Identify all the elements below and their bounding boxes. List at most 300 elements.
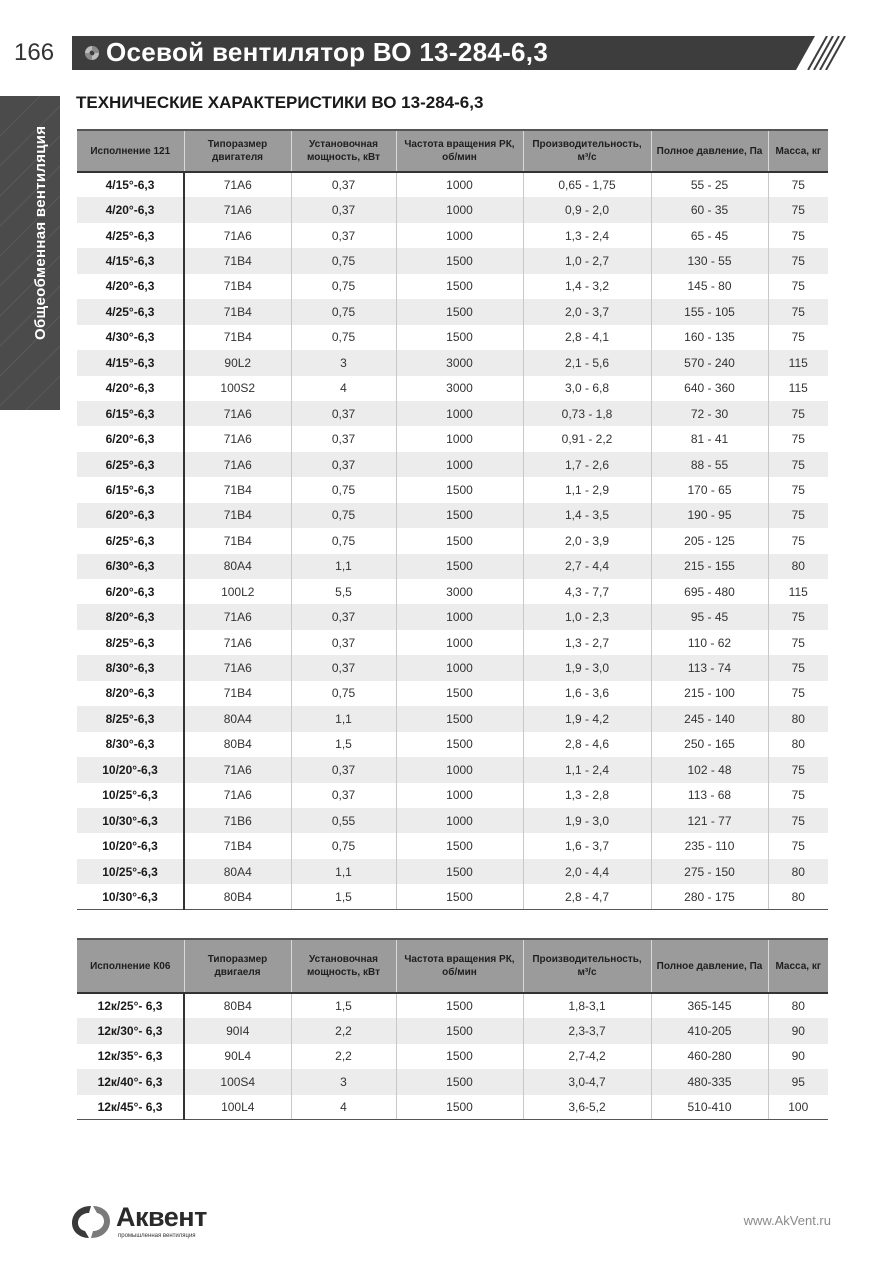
table-cell: 88 - 55	[651, 452, 768, 477]
table-cell: 1,6 - 3,7	[523, 833, 651, 858]
table-cell: 570 - 240	[651, 350, 768, 375]
table-cell: 1,5	[291, 732, 396, 757]
table-cell: 1,9 - 3,0	[523, 655, 651, 680]
table-cell: 71В4	[184, 299, 291, 324]
model-cell: 4/15°-6,3	[77, 172, 184, 197]
column-header: Производительность, м³/с	[523, 939, 651, 993]
table-cell: 460-280	[651, 1044, 768, 1069]
table-cell: 1500	[396, 859, 523, 884]
table-cell: 1,4 - 3,2	[523, 274, 651, 299]
model-cell: 10/20°-6,3	[77, 833, 184, 858]
table-cell: 71А6	[184, 223, 291, 248]
table-cell: 75	[768, 655, 828, 680]
model-cell: 10/30°-6,3	[77, 808, 184, 833]
table-cell: 75	[791, 839, 805, 854]
table-cell: 4,3 - 7,7	[523, 579, 651, 604]
table-cell: 80	[768, 706, 828, 731]
table-cell: 75	[791, 178, 805, 193]
table-row	[77, 528, 828, 553]
table-cell: 1500	[396, 1018, 523, 1043]
table-cell: 90	[768, 1018, 828, 1043]
table-cell: 0,37	[291, 172, 396, 197]
table-cell: 1500	[396, 274, 523, 299]
table-cell: 1,1 - 2,9	[523, 477, 651, 502]
table-row	[77, 172, 828, 197]
table-cell: 2,2	[291, 1044, 396, 1069]
table-cell: 1,4 - 3,5	[523, 503, 651, 528]
table-row	[77, 376, 828, 401]
table-cell: 0,73 - 1,8	[523, 401, 651, 426]
table-cell: 0,75	[291, 248, 396, 273]
table-cell: 0,75	[291, 833, 396, 858]
page-title: Осевой вентилятор ВО 13-284-6,3	[106, 37, 549, 67]
table-cell: 280 - 175	[651, 884, 768, 909]
table-cell: 100	[768, 1095, 828, 1120]
table-cell: 0,55	[291, 808, 396, 833]
table-cell: 1500	[396, 993, 523, 1018]
model-cell: 6/25°-6,3	[77, 528, 184, 553]
table-cell: 71А6	[184, 401, 291, 426]
table-cell: 1500	[396, 1069, 523, 1094]
table-cell: 1000	[396, 604, 523, 629]
page-header	[0, 36, 893, 70]
table-cell: 75	[791, 635, 805, 650]
side-tab-hatching	[0, 96, 60, 410]
table-cell: 1,5	[291, 993, 396, 1018]
model-cell: 8/30°-6,3	[77, 732, 184, 757]
table-row	[77, 732, 828, 757]
table-cell: 121 - 77	[651, 808, 768, 833]
table-row	[77, 859, 828, 884]
table-cell: 0,37	[291, 630, 396, 655]
model-cell: 4/15°-6,3	[77, 248, 184, 273]
table-cell: 80А4	[184, 859, 291, 884]
table-cell: 1500	[396, 554, 523, 579]
table-cell: 1500	[396, 732, 523, 757]
table-cell: 0,75	[291, 528, 396, 553]
table-cell: 1500	[396, 833, 523, 858]
table-cell: 75	[768, 604, 828, 629]
table-cell: 71А6	[184, 172, 291, 197]
table-cell: 1000	[396, 757, 523, 782]
column-header: Установочная мощность, кВт	[291, 130, 396, 172]
table-row	[77, 248, 828, 273]
table-cell: 0,37	[291, 401, 396, 426]
table-cell: 0,37	[291, 655, 396, 680]
table-cell: 3,0-4,7	[523, 1069, 651, 1094]
table-cell: 4	[291, 1095, 396, 1120]
logo-tagline: промышленная вентиляция	[118, 1233, 196, 1239]
table-cell: 1,5	[291, 884, 396, 909]
table-row	[77, 1095, 828, 1120]
side-section-tab	[0, 96, 60, 410]
table-cell: 71В6	[184, 808, 291, 833]
table-cell: 75	[768, 401, 828, 426]
model-cell: 8/25°-6,3	[77, 630, 184, 655]
table-cell: 75	[768, 503, 828, 528]
table-cell: 71А6	[184, 783, 291, 808]
table-cell: 75	[791, 533, 805, 548]
table-cell: 640 - 360	[651, 376, 768, 401]
table-cell: 1000	[396, 426, 523, 451]
table-cell: 155 - 105	[651, 299, 768, 324]
logo-swirl-icon	[70, 1204, 112, 1245]
specs-table-k06	[77, 938, 828, 1120]
table-cell: 71В4	[184, 503, 291, 528]
model-cell: 6/15°-6,3	[77, 401, 184, 426]
table-row	[77, 681, 828, 706]
table-cell: 2,8 - 4,6	[523, 732, 651, 757]
table-row	[77, 299, 828, 324]
model-cell: 10/25°-6,3	[77, 859, 184, 884]
table-cell: 1000	[396, 783, 523, 808]
table-cell: 1500	[396, 299, 523, 324]
table-cell: 1500	[396, 325, 523, 350]
table-cell: 1,7 - 2,6	[523, 452, 651, 477]
table-cell: 1,0 - 2,7	[523, 248, 651, 273]
table-row	[77, 426, 828, 451]
section-title: ТЕХНИЧЕСКИЕ ХАРАКТЕРИСТИКИ ВО 13-284-6,3	[76, 93, 484, 112]
table-row	[77, 655, 828, 680]
table-cell: 71В4	[184, 274, 291, 299]
column-header: Масса, кг	[768, 939, 828, 993]
column-header: Полное давление, Па	[651, 939, 768, 993]
table-cell: 0,37	[291, 452, 396, 477]
table-cell: 55 - 25	[651, 172, 768, 197]
table-cell: 0,75	[291, 299, 396, 324]
table-cell: 365-145	[651, 993, 768, 1018]
table-cell: 81 - 41	[651, 426, 768, 451]
model-cell: 4/25°-6,3	[77, 299, 184, 324]
table-cell: 80А4	[184, 706, 291, 731]
model-cell: 4/15°-6,3	[77, 350, 184, 375]
table-cell: 2,0 - 4,4	[523, 859, 651, 884]
model-cell: 12к/25°- 6,3	[77, 993, 184, 1018]
model-cell: 4/20°-6,3	[77, 197, 184, 222]
table-cell: 2,0 - 3,7	[523, 299, 651, 324]
table-cell: 130 - 55	[651, 248, 768, 273]
table-cell: 95	[768, 1069, 828, 1094]
table-row	[77, 604, 828, 629]
model-cell: 4/30°-6,3	[77, 325, 184, 350]
table-cell: 75	[791, 686, 805, 701]
table-cell: 75	[791, 228, 805, 243]
table-cell: 100S4	[184, 1069, 291, 1094]
table-cell: 1,9 - 4,2	[523, 706, 651, 731]
table-cell: 0,65 - 1,75	[523, 172, 651, 197]
table-cell: 80А4	[184, 554, 291, 579]
table-cell: 410-205	[651, 1018, 768, 1043]
table-cell: 0,9 - 2,0	[523, 197, 651, 222]
table-cell: 510-410	[651, 1095, 768, 1120]
table-cell: 245 - 140	[651, 706, 768, 731]
table-cell: 80В4	[184, 884, 291, 909]
table-cell: 2,2	[291, 1018, 396, 1043]
table-cell: 71В4	[184, 681, 291, 706]
table-cell: 75	[768, 197, 828, 222]
table-cell: 90L2	[184, 350, 291, 375]
table-cell: 75	[768, 248, 828, 273]
table-cell: 71А6	[184, 757, 291, 782]
table-cell: 5,5	[291, 579, 396, 604]
specs-table-121	[77, 129, 828, 910]
column-header: Типоразмер двигателя	[184, 130, 291, 172]
model-cell: 4/20°-6,3	[77, 376, 184, 401]
table-cell: 80В4	[184, 993, 291, 1018]
table-cell: 4	[291, 376, 396, 401]
table-cell: 100S2	[184, 376, 291, 401]
table-row	[77, 1069, 828, 1094]
model-cell: 4/25°-6,3	[77, 223, 184, 248]
table-cell: 80	[791, 737, 805, 752]
table-cell: 80	[768, 884, 828, 909]
model-cell: 8/25°-6,3	[77, 706, 184, 731]
table-cell: 115	[788, 584, 808, 599]
table-cell: 2,3-3,7	[523, 1018, 651, 1043]
table-cell: 115	[768, 350, 828, 375]
table-row	[77, 1044, 828, 1069]
table-cell: 80В4	[184, 732, 291, 757]
table-cell: 75	[791, 330, 805, 345]
table-cell: 80	[791, 999, 805, 1014]
table-row	[77, 630, 828, 655]
table-cell: 72 - 30	[651, 401, 768, 426]
model-cell: 6/20°-6,3	[77, 426, 184, 451]
column-header: Установочная мощность, кВт	[291, 939, 396, 993]
table-row	[77, 579, 828, 604]
model-cell: 8/20°-6,3	[77, 604, 184, 629]
table-cell: 90I4	[184, 1018, 291, 1043]
table-cell: 215 - 100	[651, 681, 768, 706]
table-row	[77, 325, 828, 350]
table-row	[77, 783, 828, 808]
table-cell: 170 - 65	[651, 477, 768, 502]
table-cell: 480-335	[651, 1069, 768, 1094]
table-cell: 1500	[396, 503, 523, 528]
table-cell: 1500	[396, 1095, 523, 1120]
table-cell: 71А6	[184, 655, 291, 680]
table-row	[77, 503, 828, 528]
table-cell: 1,3 - 2,8	[523, 783, 651, 808]
table-cell: 1000	[396, 172, 523, 197]
table-cell: 1500	[396, 477, 523, 502]
table-cell: 71В4	[184, 248, 291, 273]
table-cell: 0,75	[291, 325, 396, 350]
model-cell: 6/20°-6,3	[77, 503, 184, 528]
table-cell: 0,75	[291, 503, 396, 528]
column-header: Исполнение К06	[77, 939, 184, 993]
table-cell: 115	[788, 381, 808, 396]
table-row	[77, 477, 828, 502]
table-cell: 2,1 - 5,6	[523, 350, 651, 375]
table-cell: 1,1	[291, 859, 396, 884]
table-cell: 1000	[396, 197, 523, 222]
table-cell: 0,75	[291, 274, 396, 299]
table-cell: 71В4	[184, 833, 291, 858]
model-cell: 6/20°-6,3	[77, 579, 184, 604]
table-cell: 102 - 48	[651, 757, 768, 782]
table-cell: 71В4	[184, 477, 291, 502]
table-cell: 71А6	[184, 426, 291, 451]
table-cell: 1,1	[291, 706, 396, 731]
table-row	[77, 884, 828, 909]
table-cell: 205 - 125	[651, 528, 768, 553]
table-cell: 65 - 45	[651, 223, 768, 248]
table-row	[77, 993, 828, 1018]
page-number: 166	[14, 39, 55, 66]
table-cell: 0,37	[291, 426, 396, 451]
table-cell: 275 - 150	[651, 859, 768, 884]
table-cell: 1,3 - 2,7	[523, 630, 651, 655]
table-cell: 71А6	[184, 630, 291, 655]
model-cell: 8/30°-6,3	[77, 655, 184, 680]
table-cell: 1,8-3,1	[523, 993, 651, 1018]
table-cell: 1000	[396, 808, 523, 833]
table-cell: 0,75	[291, 477, 396, 502]
table-cell: 1500	[396, 681, 523, 706]
model-cell: 4/20°-6,3	[77, 274, 184, 299]
table-row	[77, 833, 828, 858]
table-cell: 75	[768, 808, 828, 833]
table-cell: 113 - 74	[651, 655, 768, 680]
table-cell: 75	[791, 432, 805, 447]
table-cell: 0,37	[291, 783, 396, 808]
table-cell: 71А6	[184, 197, 291, 222]
table-cell: 0,75	[291, 681, 396, 706]
table-cell: 1,0 - 2,3	[523, 604, 651, 629]
website-link[interactable]: www.AkVent.ru	[743, 1213, 831, 1228]
table-cell: 1500	[396, 248, 523, 273]
table-cell: 2,8 - 4,7	[523, 884, 651, 909]
table-cell: 1500	[396, 884, 523, 909]
table-cell: 1,6 - 3,6	[523, 681, 651, 706]
table-cell: 1000	[396, 223, 523, 248]
table-cell: 75	[791, 482, 805, 497]
table-row	[77, 197, 828, 222]
table-cell: 1500	[396, 528, 523, 553]
table-cell: 0,37	[291, 757, 396, 782]
table-cell: 3000	[396, 350, 523, 375]
table-cell: 0,91 - 2,2	[523, 426, 651, 451]
table-cell: 3	[291, 1069, 396, 1094]
table-cell: 1000	[396, 452, 523, 477]
table-cell: 3000	[396, 376, 523, 401]
model-cell: 8/20°-6,3	[77, 681, 184, 706]
table-row	[77, 401, 828, 426]
table-cell: 1000	[396, 630, 523, 655]
table-cell: 0,37	[291, 197, 396, 222]
table-cell: 60 - 35	[651, 197, 768, 222]
table-cell: 3,0 - 6,8	[523, 376, 651, 401]
table-row	[77, 706, 828, 731]
table-row	[77, 223, 828, 248]
table-cell: 0,37	[291, 223, 396, 248]
column-header: Полное давление, Па	[651, 130, 768, 172]
table-cell: 71В4	[184, 325, 291, 350]
table-cell: 1500	[396, 706, 523, 731]
table-cell: 1,1	[291, 554, 396, 579]
table-row	[77, 1018, 828, 1043]
table-cell: 1,3 - 2,4	[523, 223, 651, 248]
table-cell: 695 - 480	[651, 579, 768, 604]
model-cell: 12к/45°- 6,3	[77, 1095, 184, 1120]
model-cell: 10/30°-6,3	[77, 884, 184, 909]
model-cell: 12к/40°- 6,3	[77, 1069, 184, 1094]
table-cell: 250 - 165	[651, 732, 768, 757]
table-cell: 110 - 62	[651, 630, 768, 655]
model-cell: 10/25°-6,3	[77, 783, 184, 808]
table-cell: 2,0 - 3,9	[523, 528, 651, 553]
table-row	[77, 808, 828, 833]
table-cell: 71А6	[184, 452, 291, 477]
table-cell: 80	[768, 554, 828, 579]
table-row	[77, 554, 828, 579]
table-cell: 3,6-5,2	[523, 1095, 651, 1120]
model-cell: 6/30°-6,3	[77, 554, 184, 579]
table-cell: 2,7-4,2	[523, 1044, 651, 1069]
table-cell: 1,9 - 3,0	[523, 808, 651, 833]
table-cell: 2,8 - 4,1	[523, 325, 651, 350]
table-cell: 71В4	[184, 528, 291, 553]
table-cell: 100L4	[184, 1095, 291, 1120]
table-cell: 75	[791, 788, 805, 803]
column-header: Частота вращения РК, об/мин	[396, 939, 523, 993]
table-cell: 90L4	[184, 1044, 291, 1069]
table-cell: 113 - 68	[651, 783, 768, 808]
table-cell: 215 - 155	[651, 554, 768, 579]
table-row	[77, 350, 828, 375]
column-header: Частота вращения РК, об/мин	[396, 130, 523, 172]
logo-name: Аквент	[116, 1202, 207, 1232]
table-cell: 235 - 110	[651, 833, 768, 858]
table-cell: 1,1 - 2,4	[523, 757, 651, 782]
table-cell: 1000	[396, 655, 523, 680]
table-row	[77, 274, 828, 299]
table-cell: 95 - 45	[651, 604, 768, 629]
table-cell: 145 - 80	[651, 274, 768, 299]
column-header: Масса, кг	[768, 130, 828, 172]
table-cell: 75	[768, 757, 828, 782]
model-cell: 6/25°-6,3	[77, 452, 184, 477]
table-cell: 90	[791, 1049, 805, 1064]
table-cell: 75	[791, 279, 805, 294]
table-cell: 3000	[396, 579, 523, 604]
column-header: Типоразмер двигаеля	[184, 939, 291, 993]
table-cell: 160 - 135	[651, 325, 768, 350]
table-cell: 2,7 - 4,4	[523, 554, 651, 579]
table-cell: 100L2	[184, 579, 291, 604]
column-header: Производительность, м³/с	[523, 130, 651, 172]
model-cell: 6/15°-6,3	[77, 477, 184, 502]
table-cell: 1500	[396, 1044, 523, 1069]
side-tab-label: Общеобменная вентиляция	[32, 125, 49, 340]
table-cell: 190 - 95	[651, 503, 768, 528]
model-cell: 12к/35°- 6,3	[77, 1044, 184, 1069]
table-cell: 75	[768, 452, 828, 477]
table-cell: 3	[291, 350, 396, 375]
model-cell: 10/20°-6,3	[77, 757, 184, 782]
table-cell: 1000	[396, 401, 523, 426]
table-cell: 80	[768, 859, 828, 884]
table-cell: 71А6	[184, 604, 291, 629]
table-cell: 0,37	[291, 604, 396, 629]
table-cell: 75	[768, 299, 828, 324]
table-row	[77, 452, 828, 477]
model-cell: 12к/30°- 6,3	[77, 1018, 184, 1043]
company-logo	[70, 1200, 210, 1244]
column-header: Исполнение 121	[77, 130, 184, 172]
table-row	[77, 757, 828, 782]
